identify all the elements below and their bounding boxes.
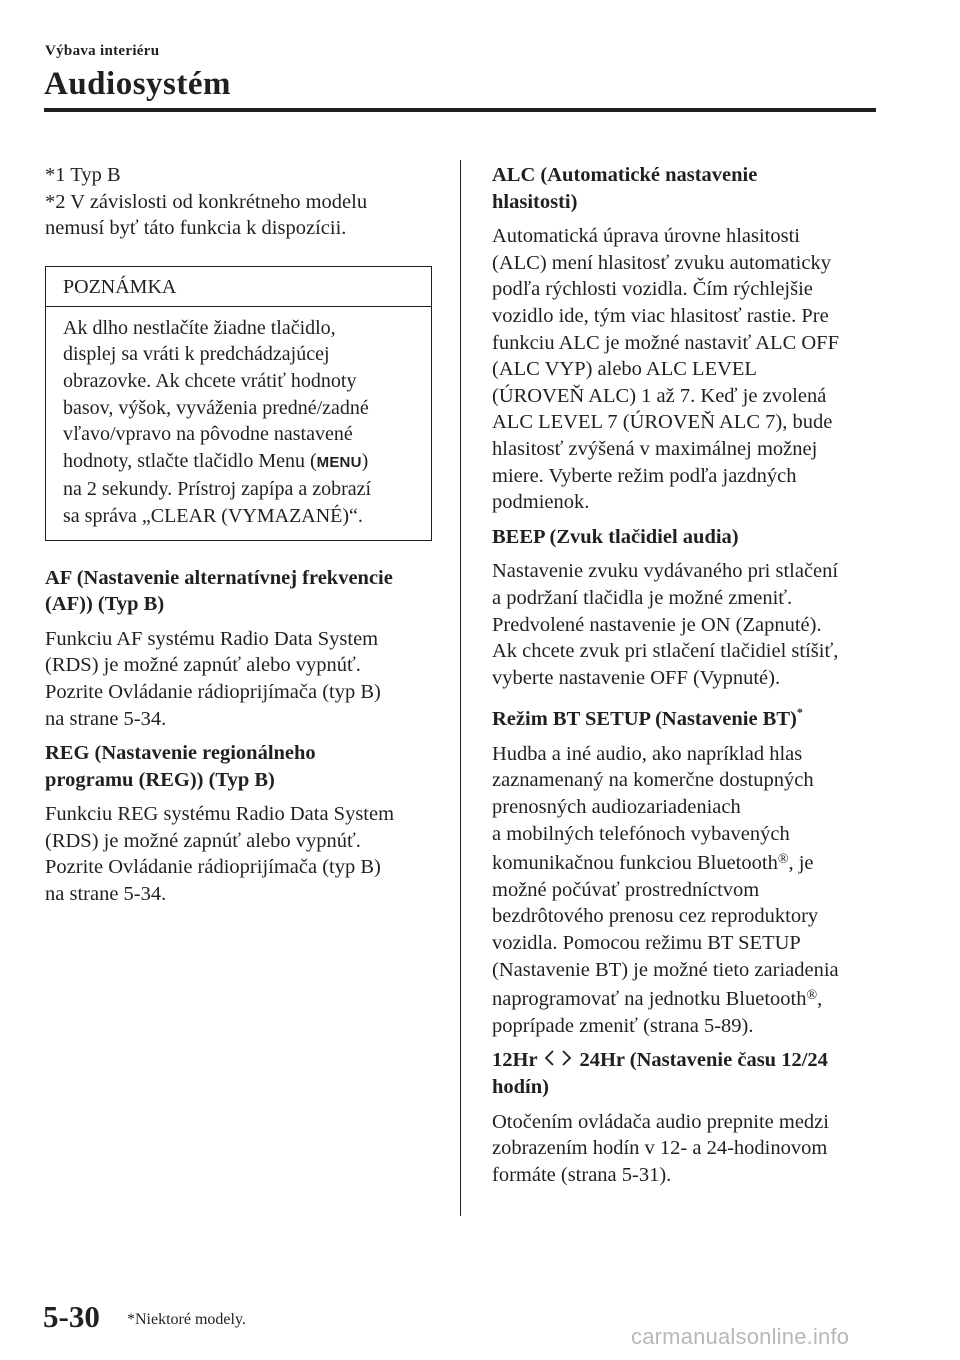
clock-text: Otočením ovládača audio prepnite medzi bbox=[492, 1110, 829, 1133]
registered-mark: ® bbox=[806, 988, 818, 1004]
note-line: vľavo/vpravo na pôvodne nastavené bbox=[63, 423, 353, 446]
reg-text: na strane 5-34. bbox=[45, 883, 167, 906]
column-divider bbox=[460, 160, 461, 1216]
footnote-asterisk: * bbox=[796, 705, 803, 720]
bt-text-part: , bbox=[817, 988, 823, 1011]
bt-text-part: komunikačnou funkciou Bluetooth bbox=[492, 852, 778, 875]
note-line: sa správa „CLEAR (VYMAZANÉ)“. bbox=[63, 504, 363, 527]
right-column bbox=[492, 162, 877, 1188]
watermark: carmanualsonline.info bbox=[631, 1324, 850, 1349]
page-number: 5-30 bbox=[43, 1299, 100, 1334]
beep-text: a podržaní tlačidla je možné zmeniť. bbox=[492, 586, 793, 609]
alc-text: podmienok. bbox=[492, 491, 590, 514]
alc-text: Automatická úprava úrovne hlasitosti bbox=[492, 225, 800, 248]
note-line: obrazovke. Ak chcete vrátiť hodnoty bbox=[63, 369, 357, 392]
alc-text: (ALC) mení hlasitosť zvuku automaticky bbox=[492, 251, 831, 274]
bt-text-part: , je bbox=[788, 852, 814, 875]
title-rule bbox=[44, 108, 876, 112]
note-line bbox=[63, 448, 423, 477]
bt-text: a mobilných telefónoch vybavených bbox=[492, 822, 790, 845]
footer-footnote: *Niektoré modely. bbox=[127, 1311, 246, 1328]
bt-text: poprípade zmeniť (strana 5-89). bbox=[492, 1014, 754, 1037]
beep-heading: BEEP (Zvuk tlačidiel audia) bbox=[492, 525, 739, 548]
clock-heading-text: 12Hr bbox=[492, 1049, 538, 1072]
note-body bbox=[46, 307, 431, 540]
registered-mark: ® bbox=[777, 852, 789, 868]
chevron-left-icon bbox=[542, 1048, 558, 1068]
bt-text: bezdrôtového prenosu cez reproduktory bbox=[492, 905, 819, 928]
bt-text-part: naprogramovať na jednotku Bluetooth bbox=[492, 988, 807, 1011]
clock-heading-text: 24Hr (Nastavenie času 12/24 bbox=[579, 1049, 828, 1072]
af-text: Funkciu AF systému Radio Data System bbox=[45, 627, 379, 650]
alc-text: funkciu ALC je možné nastaviť ALC OFF bbox=[492, 331, 839, 354]
clock-heading bbox=[492, 1047, 877, 1074]
note-line: basov, výšok, vyváženia predné/zadné bbox=[63, 396, 369, 419]
af-heading: AF (Nastavenie alternatívnej frekvencie bbox=[45, 566, 393, 589]
bt-text: (Nastavenie BT) je možné tieto zariadenia bbox=[492, 958, 839, 981]
bt-text: prenosných audiozariadeniach bbox=[492, 796, 741, 819]
footnote-line: *1 Typ B bbox=[45, 164, 121, 186]
af-text: Pozrite Ovládanie rádioprijímača (typ B) bbox=[45, 680, 381, 703]
note-text: hodnoty, stlačte tlačidlo Menu ( bbox=[63, 449, 317, 472]
beep-text: Ak chcete zvuk pri stlačení tlačidiel stíšiť, bbox=[492, 640, 839, 663]
bt-text: Hudba a iné audio, ako napríklad hlas bbox=[492, 742, 803, 765]
menu-key-symbol: MENU bbox=[316, 453, 362, 471]
beep-text: Predvolené nastavenie je ON (Zapnuté). bbox=[492, 613, 822, 636]
alc-heading: hlasitosti) bbox=[492, 190, 578, 213]
footnote-line: *2 V závislosti od konkrétneho modelu bbox=[45, 190, 368, 213]
beep-text: Nastavenie zvuku vydávaného pri stlačení bbox=[492, 560, 839, 583]
alc-text: podľa rýchlosti vozidla. Čím rýchlejšie bbox=[492, 278, 813, 301]
clock-text: formáte (strana 5-31). bbox=[492, 1163, 672, 1186]
af-text: (RDS) je možné zapnúť alebo vypnúť. bbox=[45, 654, 361, 677]
bt-text: vozidla. Pomocou režimu BT SETUP bbox=[492, 932, 801, 955]
reg-text: (RDS) je možné zapnúť alebo vypnúť. bbox=[45, 829, 361, 852]
reg-text: Funkciu REG systému Radio Data System bbox=[45, 803, 395, 826]
reg-text: Pozrite Ovládanie rádioprijímača (typ B) bbox=[45, 856, 381, 879]
reg-heading: programu (REG)) (Typ B) bbox=[45, 768, 275, 791]
clock-text: zobrazením hodín v 12- a 24-hodinovom bbox=[492, 1137, 828, 1160]
alc-text: miere. Vyberte režim podľa jazdných bbox=[492, 464, 797, 487]
bt-text: možné počúvať prostredníctvom bbox=[492, 878, 760, 901]
bt-text: zaznamenaný na komerčne dostupných bbox=[492, 769, 814, 792]
note-line: na 2 sekundy. Prístroj zapípa a zobrazí bbox=[63, 478, 372, 501]
footnote-line: nemusí byť táto funkcia k dispozícii. bbox=[45, 217, 347, 240]
bt-text bbox=[492, 983, 877, 1013]
alc-text: (ÚROVEŇ ALC) 1 až 7. Keď je zvolená bbox=[492, 384, 827, 407]
reg-heading: REG (Nastavenie regionálneho bbox=[45, 742, 316, 765]
note-line: displej sa vráti k predchádzajúcej bbox=[63, 343, 330, 366]
clock-heading: hodín) bbox=[492, 1076, 549, 1098]
note-heading: POZNÁMKA bbox=[46, 267, 431, 307]
alc-text: ALC LEVEL 7 (ÚROVEŇ ALC 7), bude bbox=[492, 411, 833, 434]
bt-heading bbox=[492, 699, 877, 733]
left-column bbox=[45, 162, 435, 908]
section-label: Výbava interiéru bbox=[45, 43, 160, 59]
page-title: Audiosystém bbox=[44, 66, 232, 102]
alc-text: (ALC VYP) alebo ALC LEVEL bbox=[492, 358, 757, 381]
note-text: ) bbox=[361, 449, 369, 472]
chevron-right-icon bbox=[558, 1048, 574, 1068]
af-text: na strane 5-34. bbox=[45, 707, 167, 730]
note-line: Ak dlho nestlačíte žiadne tlačidlo, bbox=[63, 316, 336, 339]
alc-heading: ALC (Automatické nastavenie bbox=[492, 164, 758, 186]
bt-text bbox=[492, 847, 877, 877]
af-heading: (AF)) (Typ B) bbox=[45, 593, 165, 616]
bt-heading-text: Režim BT SETUP (Nastavenie BT) bbox=[492, 708, 797, 731]
note-box bbox=[45, 266, 432, 541]
beep-text: vyberte nastavenie OFF (Vypnuté). bbox=[492, 666, 781, 689]
alc-text: vozidlo ide, tým viac hlasitosť rastie. Pre bbox=[492, 304, 829, 327]
alc-text: hlasitosť zvýšená v maximálnej možnej bbox=[492, 437, 818, 460]
